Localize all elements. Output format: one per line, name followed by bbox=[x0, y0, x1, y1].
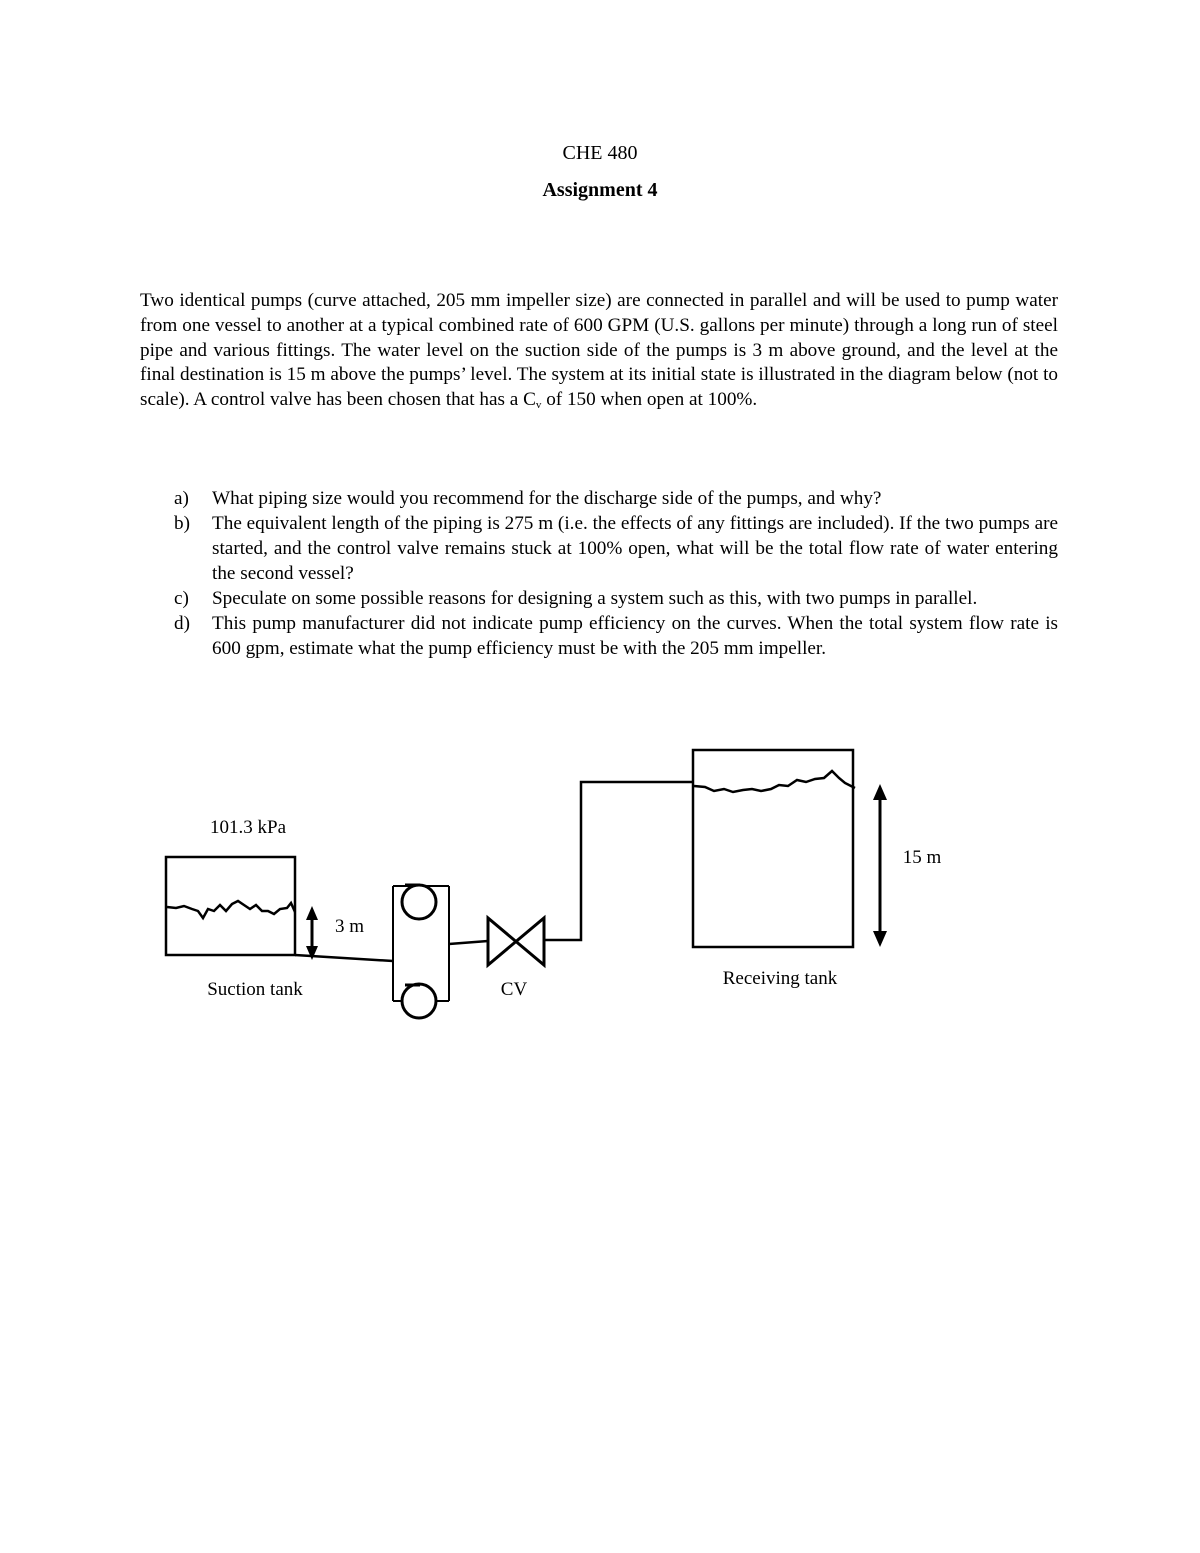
control-valve-icon bbox=[488, 918, 544, 965]
pump-icon-lower bbox=[402, 984, 436, 1018]
question-item bbox=[174, 511, 1058, 586]
question-text: The equivalent length of the piping is 275 m (i.e. the effects of any fittings are included). If the two pumps are started, and the control valve remains stuck at 100% open, what will be the total flow rate of water entering the second vessel? bbox=[212, 513, 1058, 584]
riser-pipe bbox=[544, 782, 693, 940]
assignment-title: Assignment 4 bbox=[542, 179, 658, 201]
question-letter: c) bbox=[174, 588, 189, 609]
arrow-head-down bbox=[873, 931, 887, 947]
receiving-tank-label: Receiving tank bbox=[722, 968, 838, 989]
pump-icon-upper bbox=[402, 885, 436, 919]
question-item bbox=[174, 611, 1058, 661]
suction-tank-label: Suction tank bbox=[207, 979, 303, 1000]
receiving-water-level bbox=[694, 771, 855, 792]
arrow-head-up bbox=[306, 906, 318, 920]
question-letter: d) bbox=[174, 613, 190, 634]
course-title: CHE 480 bbox=[562, 142, 638, 164]
question-text: What piping size would you recommend for the discharge side of the pumps, and why? bbox=[212, 488, 882, 509]
valve-label: CV bbox=[500, 979, 528, 1000]
question-item bbox=[174, 486, 1058, 511]
question-list bbox=[174, 486, 1058, 661]
suction-pipe bbox=[295, 955, 393, 961]
suction-height-label: 3 m bbox=[335, 916, 365, 937]
problem-statement bbox=[140, 289, 1058, 413]
question-text: Speculate on some possible reasons for designing a system such as this, with two pumps in parallel. bbox=[212, 588, 978, 609]
question-item bbox=[174, 586, 1058, 611]
receiving-tank bbox=[693, 750, 853, 947]
question-letter: b) bbox=[174, 513, 190, 534]
question-text: This pump manufacturer did not indicate pump efficiency on the curves. When the total system flow rate is 600 gpm, estimate what the pump efficiency must be with the 205 mm impeller. bbox=[212, 613, 1058, 659]
question-letter: a) bbox=[174, 488, 189, 509]
receiving-height-label: 15 m bbox=[902, 847, 942, 868]
suction-water-level bbox=[167, 901, 295, 918]
pressure-label: 101.3 kPa bbox=[210, 817, 286, 838]
arrow-head-up bbox=[873, 784, 887, 800]
arrow-head-down bbox=[306, 946, 318, 960]
discharge-pipe bbox=[449, 941, 488, 944]
problem-statement-tail: of 150 when open at 100%. bbox=[541, 389, 758, 411]
process-diagram bbox=[0, 720, 1200, 1040]
cv-subscript: v bbox=[535, 399, 542, 412]
problem-statement-main: Two identical pumps (curve attached, 205 mm impeller size) are connected in parallel and will be used to pump water from one vessel to another at a typical combined rate of 600 GPM (U.S. gallons per minute) through a long run of steel pipe and various fittings. The water level on the suction side of the pumps is 3 m above ground, and the level at the final destination is 15 m above the pumps’ level. The system at its initial state is illustrated in the diagram below (not to scale). A control valve has been chosen that has a C bbox=[140, 290, 1058, 411]
